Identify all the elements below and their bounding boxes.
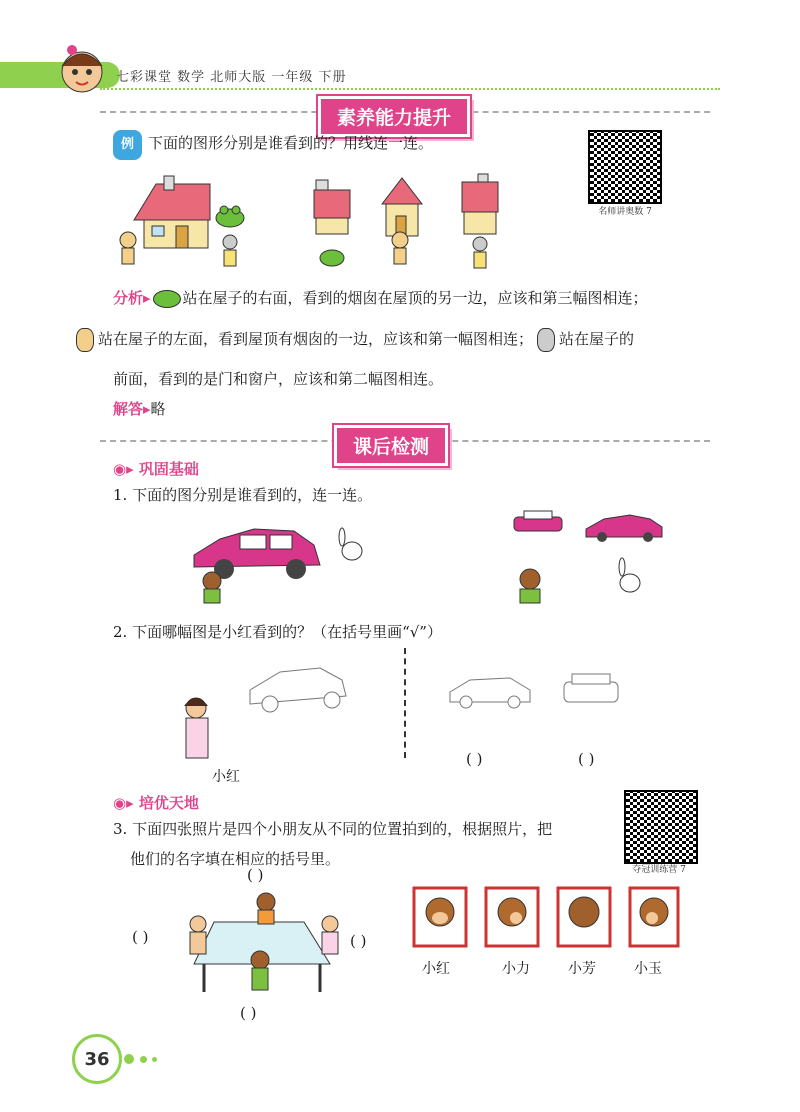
answer-text: 略: [150, 400, 166, 418]
qr-caption-1: 名师讲奥数 7: [598, 207, 652, 217]
photo-4-icon: [630, 888, 678, 946]
q2-answer-2[interactable]: ( ): [578, 750, 595, 768]
answer-label: 解答: [113, 400, 144, 418]
page-number: 36: [72, 1034, 122, 1084]
photo-name-2: 小力: [502, 961, 530, 977]
qr-caption-2: 夺冠训练营 7: [632, 865, 686, 875]
section1-title: 素养能力提升: [318, 96, 470, 137]
example-illustration: [110, 170, 630, 280]
q3-answer-left[interactable]: ( ): [132, 928, 149, 946]
car-outline-front-icon: [564, 674, 618, 702]
rabbit-icon: [339, 528, 362, 560]
answer-row: 解答▸略: [113, 400, 166, 418]
kid-top-icon: [257, 893, 275, 924]
frog-icon: [216, 206, 244, 227]
analysis-text-2a: 站在屋子的左面，看到屋顶有烟囱的一边，应该和第一幅图相连；: [98, 330, 534, 348]
q3-line-2: 他们的名字填在相应的括号里。: [130, 850, 341, 868]
header-divider: [100, 88, 720, 90]
mouse-icon: [223, 235, 237, 266]
photo-1-icon: [414, 888, 466, 946]
bear-icon-2: [392, 232, 408, 264]
page-dot-2: [140, 1056, 147, 1063]
page-dot-1: [124, 1054, 134, 1064]
house-icon: [134, 176, 210, 248]
photo-name-4: 小玉: [634, 961, 662, 977]
photo-name-1: 小红: [422, 961, 450, 977]
q1-text: 1. 下面的图分别是谁看到的，连一连。: [113, 486, 373, 504]
section2-title: 课后检测: [334, 425, 448, 466]
q3-line-1: 3. 下面四张照片是四个小朋友从不同的位置拍到的，根据照片，把: [113, 820, 553, 838]
analysis-line-1: 分析▸ 站在屋子的右面，看到的烟囱在屋顶的另一边，应该和第三幅图相连；: [113, 289, 648, 307]
page-dot-3: [152, 1057, 157, 1062]
car-side-icon: [194, 529, 320, 579]
qr-code-2[interactable]: [624, 790, 698, 864]
q2-answer-1[interactable]: ( ): [466, 750, 483, 768]
car-side-small-icon: [586, 515, 662, 542]
kid-left-icon: [190, 916, 206, 954]
photo-name-3: 小芳: [568, 961, 596, 977]
analysis-label: 分析: [113, 289, 144, 307]
example-question: 下面的图形分别是谁看到的？用线连一连。: [148, 134, 434, 152]
analysis-text-3: 前面，看到的是门和窗户，应该和第二幅图相连。: [113, 370, 444, 388]
q2-illustration: [170, 660, 640, 780]
advanced-heading: ◉▸ 培优天地: [113, 794, 199, 812]
view-2-icon: [382, 178, 422, 236]
analysis-line-2: [76, 324, 736, 354]
analysis-text-1: 站在屋子的右面，看到的烟囱在屋顶的另一边，应该和第三幅图相连；: [182, 289, 648, 307]
car-outline-icon: [250, 668, 346, 712]
eye-icon: ◉▸: [113, 460, 139, 478]
frog-icon-2: [320, 250, 344, 266]
mouse-inline-icon: [537, 328, 555, 352]
analysis-text-2b: 站在屋子的: [559, 330, 635, 348]
monkey-icon-2: [520, 569, 540, 603]
eye-icon-2: ◉▸: [113, 794, 139, 812]
q3-answer-top[interactable]: ( ): [247, 866, 264, 884]
girl-label: 小红: [212, 769, 240, 785]
rabbit-icon-2: [619, 558, 640, 592]
example-question-row: [113, 128, 433, 160]
frog-inline-icon: [153, 290, 181, 308]
kid-bottom-icon: [251, 951, 269, 990]
q3-answer-right[interactable]: ( ): [350, 932, 367, 950]
bear-icon: [120, 232, 136, 264]
mouse-icon-2: [473, 237, 487, 268]
q3-answer-bottom[interactable]: ( ): [240, 1004, 257, 1022]
q3-photos: [410, 884, 680, 954]
car-front-small-icon: [514, 511, 562, 531]
photo-3-icon: [558, 888, 610, 946]
q2-text: 2. 下面哪幅图是小红看到的？（在括号里画“√”）: [113, 623, 442, 641]
header-text: 七彩课堂 数学 北师大版 一年级 下册: [116, 70, 347, 85]
photo-2-icon: [486, 888, 538, 946]
view-3-icon: [462, 174, 498, 234]
car-outline-side-icon: [450, 678, 530, 708]
basics-heading: ◉▸ 巩固基础: [113, 460, 199, 478]
example-tag: 例: [113, 130, 142, 160]
girl-icon: [184, 698, 208, 758]
q1-illustration: [190, 505, 670, 605]
bear-inline-icon: [76, 328, 94, 352]
kid-right-icon: [322, 916, 338, 954]
monkey-icon: [203, 572, 221, 603]
view-1-icon: [314, 180, 350, 234]
